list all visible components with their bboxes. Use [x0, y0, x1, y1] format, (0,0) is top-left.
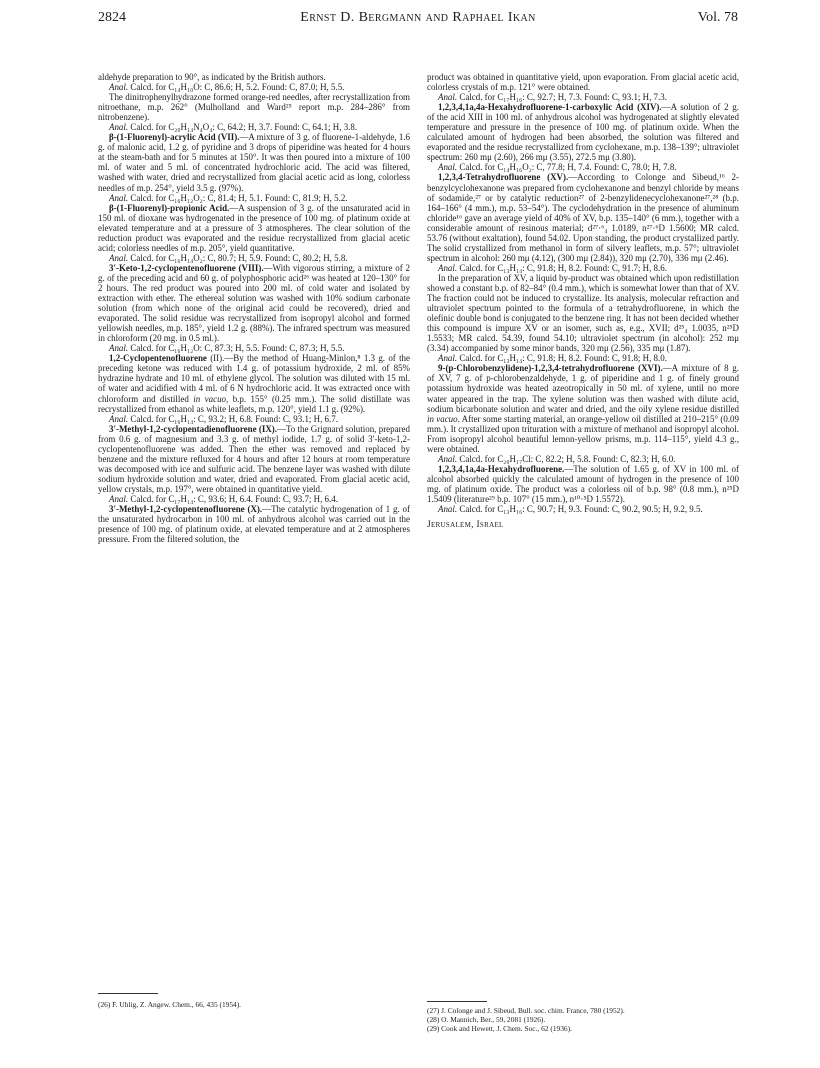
volume-label: Vol. 78 [697, 10, 738, 25]
analysis-line: Anal. Calcd. for C₁₃H₁₄: C, 91.8; H, 8.2. Found: C, 91.7; H, 8.6. [438, 262, 667, 273]
footnote: (29) Cook and Hewett, J. Chem. Soc., 62 (1936). [427, 1024, 572, 1034]
compound-section: 1,2,3,4,1a,4a-Hexahydrofluorene-1-carboxylic Acid (XIV).—A solution of 2 g. of the acid XIII in 100 ml. of anhydrous alcohol was hydrogenated at slightly elevated temperature and pressure in the presence of 100 mg. of platinum oxide. When the calculated amount of hydrogen had been absorbed, the solution was filtered and evaporated and the residue recrystallized from cyclohexane, m.p. 138–139°; ultraviolet spectrum: 260 mμ (2.60), 266 mμ (3.55), 272.5 mμ (3.80). [427, 102, 739, 163]
analysis-line: Anal. Calcd. for C₁₃H₁₆: C, 90.7; H, 9.3. Found: C, 90.2, 90.5; H, 9.2, 9.5. [438, 504, 703, 515]
right-column [427, 72, 739, 530]
compound-section: 1,2,3,4,1a,4a-Hexahydrofluorene.—The solution of 1.65 g. of XV in 100 ml. of alcohol absorbed quickly the calculated amount of hydrogen in the presence of 100 mg. of platinum oxide. The product was a colorless oil of b.p. 98° (0.8 mm.), n²⁵D 1.5409 (literature²⁹ b.p. 107° (15 mm.), n¹⁰·⁵D 1.5572). [427, 463, 739, 504]
compound-heading: 3′-Methyl-1,2-cyclopentadienofluorene (IX). [109, 423, 277, 434]
paragraph: aldehyde preparation to 90°, as indicated by the British authors. [98, 72, 326, 82]
compound-section: 3′-Methyl-1,2-cyclopentadienofluorene (IX).—To the Grignard solution, prepared from 0.6 g. of magnesium and 3.3 g. of methyl iodide, 1.7 g. of solid 3′-keto-1,2-cyclopentenofluorene was added. Then the ether was removed and replaced by benzene and the mixture refluxed for 4 hours and after 12 hours at room temperature was decomposed with ice and sulfuric acid. The benzene layer was washed with dilute sodium hydroxide solution and water, dried and evaporated. From glacial acetic acid, yellow crystals, m.p. 197°, were obtained in quantitative yield. [98, 423, 410, 494]
footnote: (28) O. Mannich, Ber., 59, 2081 (1926). [427, 1015, 546, 1025]
analysis-line: Anal. Calcd. for C₁₄H₁₀O: C, 86.6; H, 5.2. Found: C, 87.0; H, 5.5. [109, 82, 345, 93]
compound-heading: 1,2-Cyclopentenofluorene [109, 353, 207, 364]
compound-heading: β-(1-Fluorenyl)-propionic Acid. [109, 202, 230, 213]
compound-section: 1,2,3,4-Tetrahydrofluorene (XV).—According to Colonge and Sibeud,¹⁶ 2-benzylcyclohexanone was prepared from cyclohexanone and benzyl chloride by means of sodamide,²⁷ or by catalytic reduction²⁷ of 2-benzylidenecyclohexanone²⁷,²⁸ (b.p. 164–166° (4 mm.), m.p. 53–54°). The cyclodehydration in the presence of aluminum chloride¹⁶ gave an average yield of 40% of XV, b.p. 135–140° (6 mm.), together with a considerable amount of resinous material; d²⁷·⁶₄ 1.0189, n²⁷·⁶D 1.5600; MR calcd. 53.76 (without exaltation), found 54.02. Upon standing, the product crystallized partly. The solid crystallized from methanol in form of silvery leaflets, m.p. 57°; ultraviolet spectrum in alcohol: 260 mμ (4.12), (300 mμ (2.84)), 320 mμ (2.70), 336 mμ (2.46). [427, 172, 739, 263]
running-header [98, 10, 738, 30]
footnote: (26) F. Uhlig, Z. Angew. Chem., 66, 435 (1954). [98, 1000, 242, 1009]
analysis-line: Anal. Calcd. for C₁₄H₁₆O₂: C, 77.8; H, 7.4. Found: C, 78.0; H, 7.8. [438, 162, 677, 173]
compound-section: 3′-Keto-1,2-cyclopentenofluorene (VIII).—With vigorous stirring, a mixture of 2 g. of the preceding acid and 60 g. of polyphosphoric acid²⁶ was heated at 120–130° for 2 hours. The red product was poured into 200 ml. of cold water and isolated by extraction with ether. The ethereal solution was washed with 10% sodium carbonate solution (from which none of the original acid could be recovered), dried and evaporated. The solid residue was recrystallized from isopropyl alcohol and formed yellowish needles, m.p. 185°, yield 1.2 g. (88%). The infrared spectrum was measured in chloroform (20 mg. in 0.5 ml.). [98, 262, 411, 344]
paragraph: In the preparation of XV, a liquid by-product was obtained which upon redistillation showed a constant b.p. of 82–84° (0.4 mm.), which is somewhat lower than that of XV. The fraction could not be induced to crystallize. Its analysis, molecular refraction and ultraviolet spectrum pointed to the formula of a tetrahydrofluorene, in which the olefinic double bond is conjugated to the benzene ring. It has not been decided whether this compound is impure XV or an isomer, such as, e.g., XVII; d²⁵₄ 1.0035, n²⁵D 1.5533; MR calcd. 54.39, found 54.10; ultraviolet spectrum (in alcohol): 252 mμ (3.34) accompanied by some minor bands, 320 mμ (2.56), 335 mμ (1.87). [427, 272, 739, 354]
compound-section: 1,2-Cyclopentenofluorene (II).—By the method of Huang-Minlon,⁸ 1.3 g. of the preceding ketone was reduced with 1.4 g. of potassium hydroxide, 2 ml. of 85% hydrazine hydrate and 10 ml. of ethylene glycol. The solution was diluted with 15 ml. of water and acidified with 4 ml. of 6 N hydrochloric acid. It was extracted once with chloroform and distilled in vacuo, b.p. 155° (0.25 mm.). The solid distillate was recrystallized from ethanol as white leaflets, m.p. 120°, yield 1.1 g. (92%). [98, 353, 410, 414]
analysis-line: Anal. Calcd. for C₂₀H₁₇Cl: C, 82.2; H, 5.8. Found: C, 82.3; H, 6.0. [438, 453, 676, 464]
compound-heading: 1,2,3,4-Tetrahydrofluorene (XV). [438, 172, 569, 183]
compound-heading: 3′-Methyl-1,2-cyclopentenofluorene (X). [109, 504, 263, 515]
footnote-rule-right [427, 1001, 487, 1002]
analysis-line: Anal. Calcd. for C₁₇H₁₄: C, 93.6; H, 6.4. Found: C, 93.7; H, 6.4. [109, 493, 338, 504]
analysis-line: Anal. Calcd. for C₁₆H₁₂O: C, 87.3; H, 5.5. Found: C, 87.3; H, 5.5. [109, 343, 345, 354]
compound-section: β-(1-Fluorenyl)-acrylic Acid (VII).—A mixture of 3 g. of fluorene-1-aldehyde, 1.6 g. of malonic acid, 1.2 g. of pyridine and 3 drops of piperidine was heated for 4 hours at the steam-bath and for 5 minutes at 150°. It was then poured into a mixture of 100 ml. of water and 5 ml. of concentrated hydrochloric acid. The acid was filtered, washed with water, dried and recrystallized from glacial acetic acid as long, colorless needles of m.p. 254°, yield 3.5 g. (97%). [98, 132, 410, 193]
paragraph: The dinitrophenylhydrazone formed orange-red needles, after recrystallization from nitroethane, m.p. 262° (Mulholland and Ward²⁵ report m.p. 284–286° from nitrobenzene). [98, 92, 410, 123]
footnote-rule-left [98, 993, 158, 994]
compound-heading: 1,2,3,4,1a,4a-Hexahydrofluorene. [438, 463, 565, 474]
analysis-line: Anal. Calcd. for C₁₆H₁₄: C, 93.2; H, 6.8. Found: C, 93.1; H, 6.7. [109, 413, 338, 424]
left-column [98, 72, 410, 544]
paragraph: product was obtained in quantitative yield, upon evaporation. From glacial acetic acid, colorless crystals of m.p. 121° were obtained. [427, 72, 739, 93]
compound-section: 9-(p-Chlorobenzylidene)-1,2,3,4-tetrahydrofluorene (XVI).—A mixture of 8 g. of XV, 7 g. of p-chlorobenzaldehyde, 1 g. of piperidine and 1 g. of finely ground potassium hydroxide was heated azeotropically in 50 ml. of xylene, until no more water appeared in the trap. The xylene solution was then washed with dilute acid, sodium bicarbonate solution and water and dried, and the oily xylene residue distilled in vacuo. After some starting material, an orange-yellow oil distilled at 210–215° (0.09 mm.). It crystallized upon trituration with a mixture of methanol and isopropyl alcohol. From isopropyl alcohol beautiful lemon-yellow prisms, m.p. 114–115°, yield 4.3 g., were obtained. [427, 363, 739, 454]
compound-section: β-(1-Fluorenyl)-propionic Acid.—A suspension of 3 g. of the unsaturated acid in 150 ml. of dioxane was hydrogenated in the presence of 100 mg. of platinum oxide at elevated temperature and at a pressure of 3 atmospheres. The clear solution of the reduction product was evaporated and the residue recrystallized from glacial acetic acid; colorless needles of m.p. 205°, yield quantitative. [98, 202, 410, 253]
footnotes-right [427, 1006, 739, 1033]
analysis-line: Anal. Calcd. for C₁₃H₁₄: C, 91.8; H, 8.2. Found: C, 91.8; H, 8.0. [438, 353, 667, 364]
compound-heading: 1,2,3,4,1a,4a-Hexahydrofluorene-1-carboxylic Acid (XIV). [438, 102, 662, 113]
compound-heading: 9-(p-Chlorobenzylidene)-1,2,3,4-tetrahydrofluorene (XVI). [438, 363, 663, 374]
compound-heading: 3′-Keto-1,2-cyclopentenofluorene (VIII). [109, 262, 264, 273]
page-number: 2824 [98, 10, 126, 25]
analysis-line: Anal. Calcd. for C₁₆H₁₂O₂: C, 81.4; H, 5.1. Found: C, 81.9; H, 5.2. [109, 192, 348, 203]
analysis-line: Anal. Calcd. for C₂₀H₁₄N₄O₄: C, 64.2; H, 3.7. Found: C, 64.1; H, 3.8. [109, 122, 358, 133]
analysis-line: Anal. Calcd. for C₁₇H₁₆: C, 92.7; H, 7.3. Found: C, 93.1; H, 7.3. [438, 92, 667, 103]
running-title: Ernst D. Bergmann and Raphael Ikan [300, 10, 536, 25]
compound-section: 3′-Methyl-1,2-cyclopentenofluorene (X).—The catalytic hydrogenation of 1 g. of the unsaturated hydrocarbon in 100 ml. of anhydrous alcohol was carried out in the presence of 100 mg. of platinum oxide, at elevated temperature and at 2 atmospheres pressure. From the filtered solution, the [98, 504, 410, 545]
place-signature: Jerusalem, Israel [427, 520, 504, 531]
footnotes-left [98, 1000, 410, 1009]
compound-heading: β-(1-Fluorenyl)-acrylic Acid (VII). [109, 132, 240, 143]
analysis-line: Anal. Calcd. for C₁₆H₁₄O₂: C, 80.7; H, 5.9. Found: C, 80.2; H, 5.8. [109, 252, 348, 263]
footnote: (27) J. Colonge and J. Sibeud, Bull. soc. chim. France, 780 (1952). [427, 1006, 625, 1015]
